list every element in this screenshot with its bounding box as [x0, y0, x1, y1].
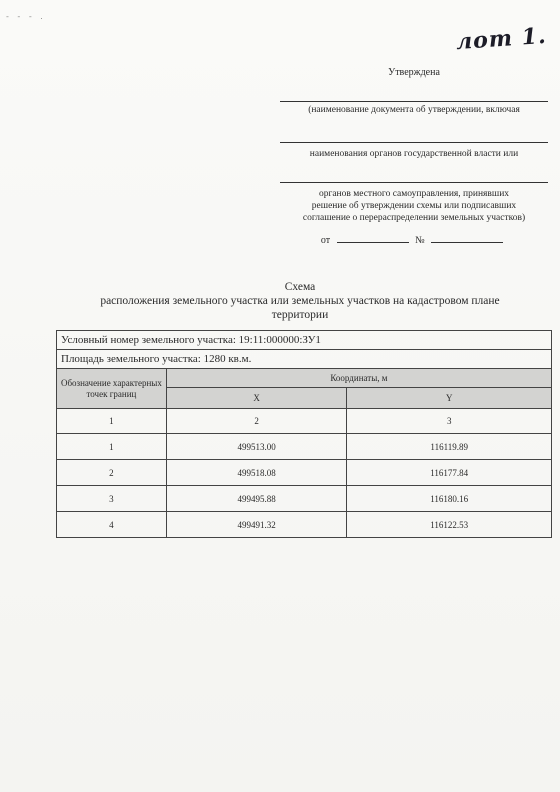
scheme-title: Схема: [284, 281, 316, 293]
x-cell: 499491.32: [166, 512, 347, 538]
x-cell: 499513.00: [166, 434, 347, 460]
x-cell: 499518.08: [166, 460, 347, 486]
approval-caption-4: решение об утверждении схемы или подписавших: [311, 201, 517, 211]
coordinates-table: [56, 330, 552, 538]
y-cell: 116122.53: [347, 512, 552, 538]
column-number-cell: 3: [347, 409, 552, 434]
y-cell: 116180.16: [347, 486, 552, 512]
y-cell: 116119.89: [347, 434, 552, 460]
point-cell: 1: [57, 434, 167, 460]
corner-marks: - - - .: [6, 12, 46, 21]
approval-caption-1: (наименование документа об утверждении, включая: [308, 105, 520, 115]
point-cell: 2: [57, 460, 167, 486]
column-number-cell: 1: [57, 409, 167, 434]
approval-caption-3: органов местного самоуправления, принявших: [318, 189, 510, 199]
table-row: [57, 460, 552, 486]
points-header-cell: Обозначение характерных точек границ: [57, 369, 167, 409]
approval-caption-5: соглашение о перераспределении земельных участков): [302, 213, 526, 223]
blank-line: [280, 182, 548, 183]
approval-caption-2: наименования органов государственной власти или: [309, 149, 519, 159]
table-row: [57, 512, 552, 538]
column-number-cell: 2: [166, 409, 347, 434]
plot-number-row: [57, 331, 552, 350]
point-cell: 4: [57, 512, 167, 538]
x-header-cell: X: [166, 388, 347, 409]
number-prefix: №: [415, 235, 425, 246]
column-number-row: [57, 409, 552, 434]
date-blank: [337, 234, 409, 243]
y-header-cell: Y: [347, 388, 552, 409]
table-row: [57, 434, 552, 460]
approval-title: Утверждена: [388, 67, 440, 78]
date-prefix: от: [320, 235, 331, 246]
area-cell: Площадь земельного участка: 1280 кв.м.: [57, 350, 552, 369]
blank-line: [280, 101, 548, 102]
area-row: [57, 350, 552, 369]
x-cell: 499495.88: [166, 486, 347, 512]
coords-header-cell: Координаты, м: [166, 369, 551, 388]
plot-number-cell: Условный номер земельного участка: 19:11:000000:ЗУ1: [57, 331, 552, 350]
date-number-line: [280, 234, 548, 246]
table-row: [57, 486, 552, 512]
y-cell: 116177.84: [347, 460, 552, 486]
scheme-subtitle-line1: расположения земельного участка или земельных участков на кадастровом плане: [100, 295, 500, 307]
header-row: [57, 369, 552, 388]
blank-line: [280, 142, 548, 143]
handwritten-lot-note: лот 1.: [455, 22, 548, 56]
scheme-subtitle-line2: территории: [271, 309, 329, 321]
number-blank: [431, 234, 503, 243]
point-cell: 3: [57, 486, 167, 512]
